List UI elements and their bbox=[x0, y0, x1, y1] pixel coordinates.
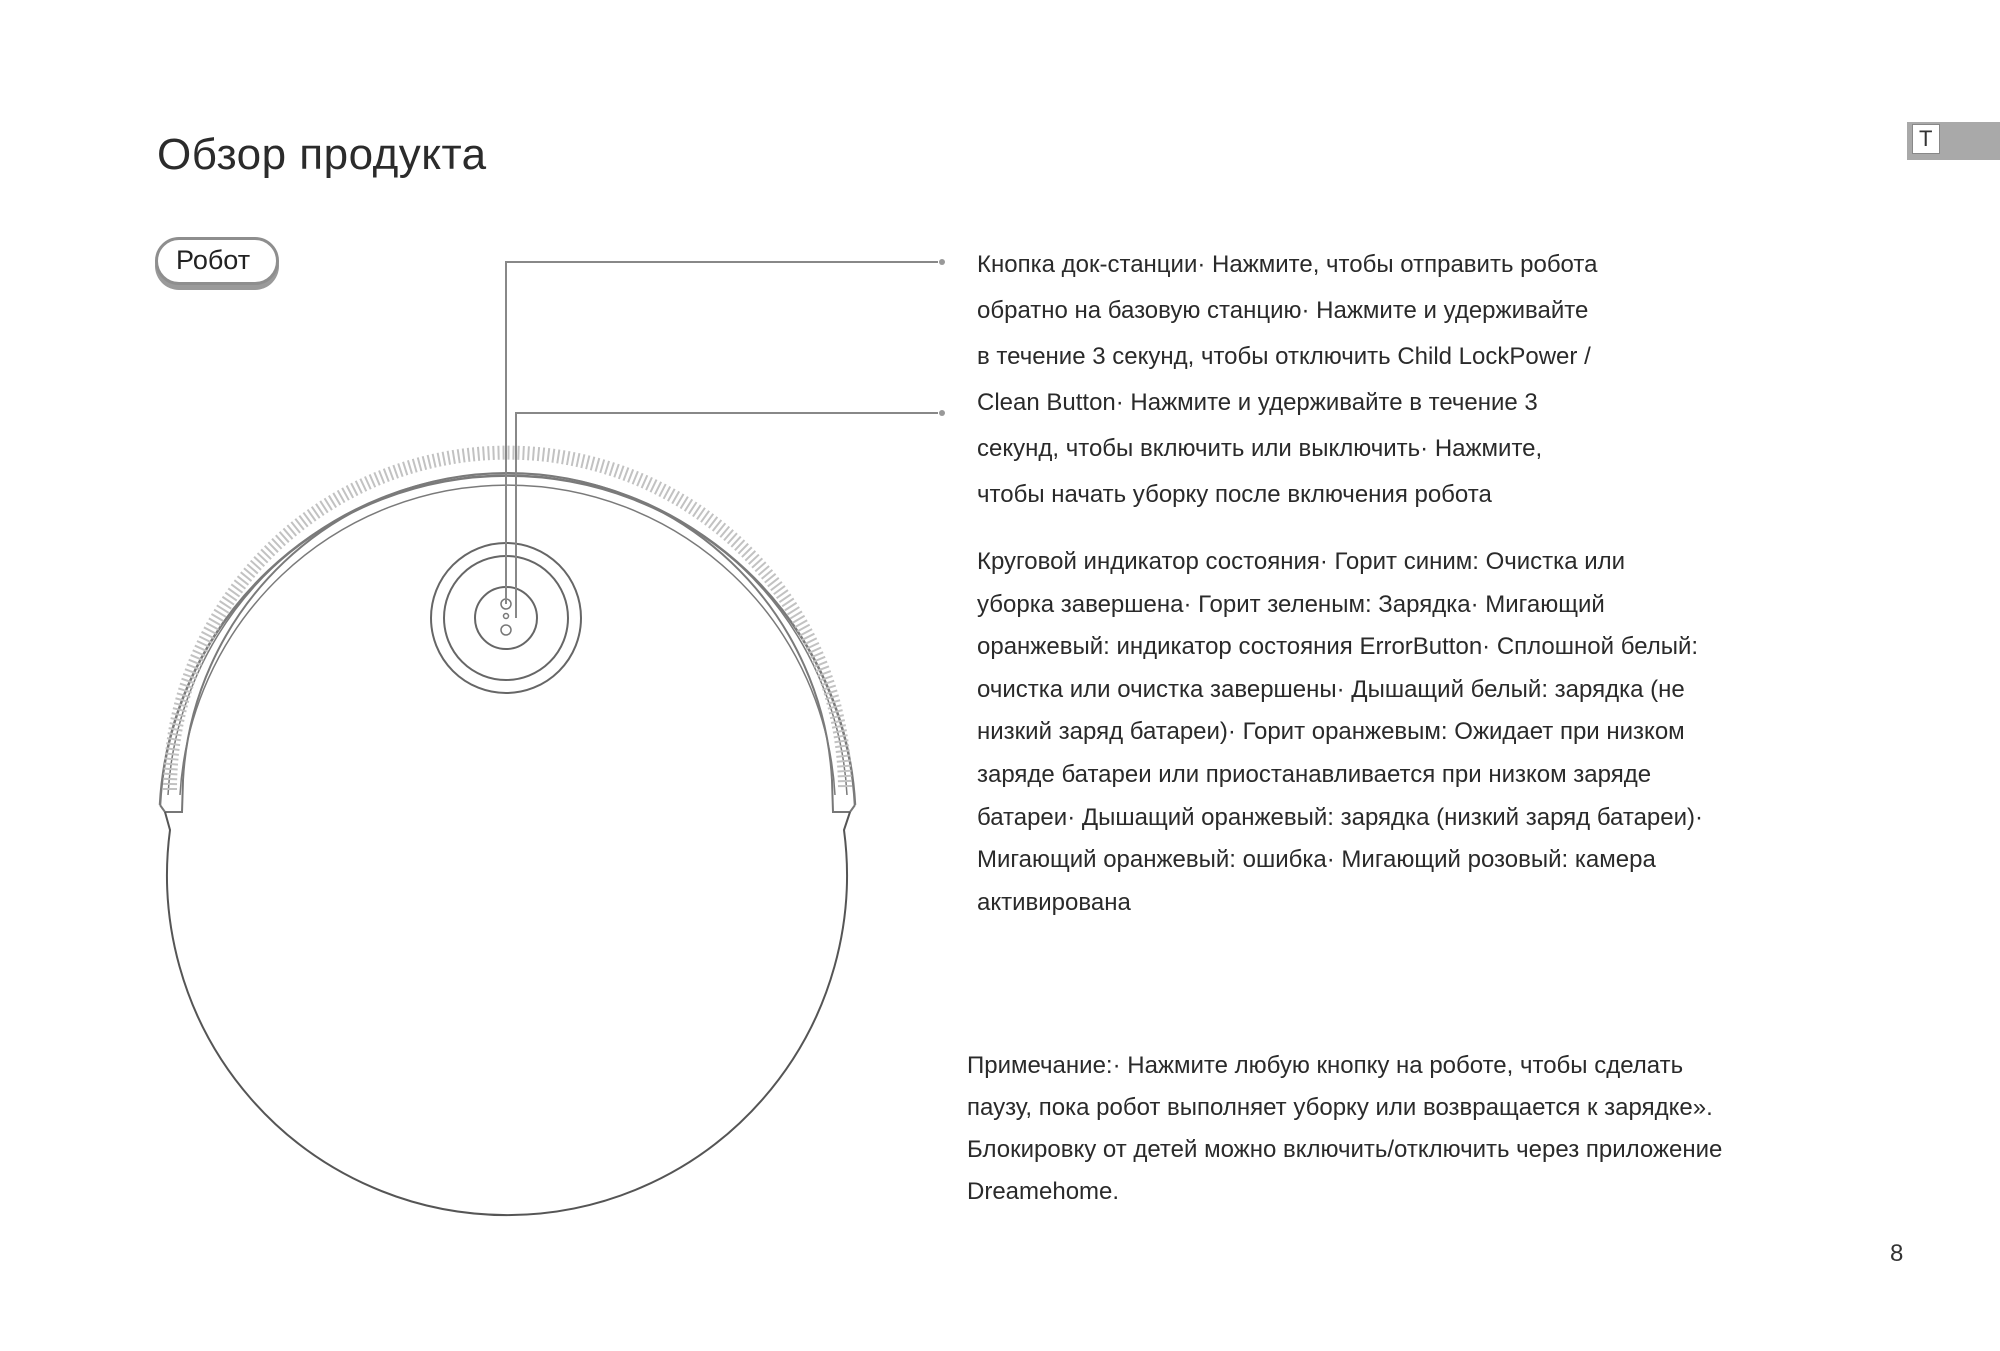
description-line: обратно на базовую станцию· Нажмите и удерживайте bbox=[977, 297, 1589, 324]
dock-button-icon bbox=[501, 599, 511, 635]
status-ring-leader bbox=[516, 413, 938, 618]
note-line: Блокировку от детей можно включить/отключить через приложение bbox=[967, 1136, 1723, 1163]
chapter-tab-letter: T bbox=[1919, 126, 1933, 151]
note-line: Примечание:· Нажмите любую кнопку на роботе, чтобы сделать bbox=[967, 1052, 1684, 1079]
status-ring-description bbox=[977, 547, 1797, 930]
section-label-text: Робот bbox=[176, 245, 251, 275]
description-line: заряде батареи или приостанавливается при низком заряде bbox=[977, 760, 1652, 788]
dock-button-description bbox=[977, 250, 1737, 526]
description-line: низкий заряд батареи)· Горит оранжевым: Ожидает при низком bbox=[977, 718, 1685, 746]
page-number: 8 bbox=[1890, 1240, 1904, 1267]
description-line: в течение 3 секунд, чтобы отключить Child LockPower / bbox=[977, 343, 1591, 370]
robot-bumper-ends bbox=[160, 780, 855, 812]
description-line: активирована bbox=[977, 888, 1131, 916]
callout-leader-lines bbox=[506, 259, 945, 618]
description-line: очистка или очистка завершены· Дышащий белый: зарядка (не bbox=[977, 675, 1685, 703]
robot-body-outline bbox=[165, 812, 850, 1215]
description-line: Кнопка док-станции· Нажмите, чтобы отправить робота bbox=[977, 251, 1598, 278]
description-line: Круговой индикатор состояния· Горит синим: Очистка или bbox=[977, 548, 1626, 575]
note-paragraph bbox=[967, 1045, 1847, 1213]
note-line: паузу, пока робот выполняет уборку или возвращается к зарядке». bbox=[967, 1094, 1713, 1121]
robot-bumper-top bbox=[160, 453, 855, 805]
page-title: Обзор продукта bbox=[157, 130, 487, 179]
description-line: уборка завершена· Горит зеленым: Зарядка· Мигающий bbox=[977, 590, 1605, 618]
description-line: оранжевый: индикатор состояния ErrorButton· Сплошной белый: bbox=[977, 633, 1699, 661]
description-line: Мигающий оранжевый: ошибка· Мигающий розовый: камера bbox=[977, 846, 1656, 874]
note-line: Dreamehome. bbox=[967, 1178, 1120, 1205]
description-line: секунд, чтобы включить или выключить· Нажмите, bbox=[977, 435, 1543, 462]
description-line: чтобы начать уборку после включения робота bbox=[977, 481, 1492, 508]
description-line: Clean Button· Нажмите и удерживайте в течение 3 bbox=[977, 389, 1538, 416]
description-line: батареи· Дышащий оранжевый: зарядка (низкий заряд батареи)· bbox=[977, 803, 1703, 831]
